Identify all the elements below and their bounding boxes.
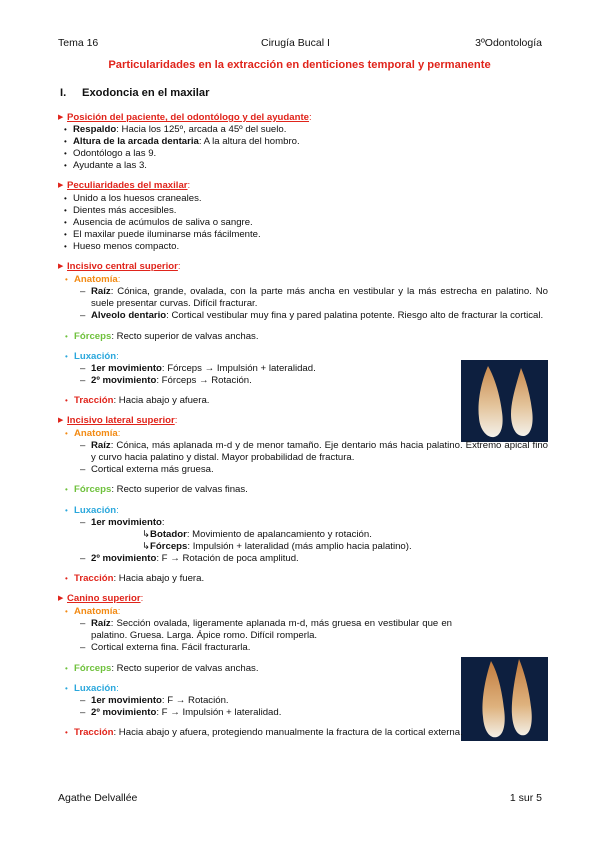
list-item: – 1er movimiento: Fórceps → Impulsión + lateralidad. [80,363,548,375]
luxacion-list-2 [58,553,548,565]
section-label: Exodoncia en el maxilar [82,87,210,99]
luxacion-item: • Luxación: [58,351,548,363]
document-body [58,112,548,747]
block-incisivo-central: ▶ Incisivo central superior: • Anatomía: – Raíz: Cónica, grande, ovalada, con la parte más ancha en vestibular y la más estrecha en palatino. No suele presentar curvas. Difícil fracturar. – Alveolo dentario: Cortical vestibular muy fina y pared palatina potente. Riesgo alto de fracturar la cortical. • Fórceps: Recto superior de valvas anchas. • Luxación: – 1er movimiento: Fórceps → Impulsión + lateralidad. – 2º movimiento: Fórceps → Rotación. • Tracción: Hacia abajo y afuera. [58,261,548,407]
heading-peculiaridades: Peculiaridades del maxilar [67,180,188,192]
triangle-bullet-icon: ▶ [58,416,64,424]
traccion-item: • Tracción: Hacia abajo y afuera, protegiendo manualmente la fractura de la cortical externa. [58,727,548,739]
list-item: • Ausencia de acúmulos de saliva o sangre. [64,217,548,229]
footer-page-number: 1 sur 5 [509,792,542,804]
header-course-name: Cirugía Bucal I [261,37,330,49]
triangle-bullet-icon: ▶ [58,263,64,271]
anatomia-list [58,440,548,476]
heading-incisivo-central: Incisivo central superior [67,261,178,273]
luxacion-list [58,517,548,529]
list-item: • Respaldo: Hacia los 125º, arcada a 45º del suelo. [64,124,548,136]
anatomia-item: • Anatomía: [58,606,548,618]
forceps-item: • Fórceps: Recto superior de valvas anchas. [58,331,548,343]
anatomia-list [58,618,452,654]
posicion-list [58,124,548,172]
list-item: – Raíz: Cónica, más aplanada m-d y de menor tamaño. Eje dentario más hacia palatino. Extremo apical fino y curvo hacia palatino y distal. Mayor probabilidad de fractura. [80,440,548,464]
list-item: • Altura de la arcada dentaria: A la altura del hombro. [64,136,548,148]
triangle-bullet-icon: ▶ [58,114,64,121]
list-item: – Raíz: Sección ovalada, ligeramente aplanada m-d, más gruesa en vestibular que en palatino. Gruesa. Larga. Ápice romo. Difícil romperla. [80,618,452,642]
anatomia-item: • Anatomía: [58,428,548,440]
page-header [58,37,542,51]
section-heading [60,87,209,99]
block-peculiaridades: ▶ Peculiaridades del maxilar: • Unido a los huesos craneales. • Dientes más accesibles. • Ausencia de acúmulos de saliva o sangre. • El maxilar puede iluminarse más fácilmente. • Hueso menos compacto. [58,180,548,253]
section-number: I. [60,87,67,99]
list-item: • Dientes más accesibles. [64,205,548,217]
sub-step-forceps: ↳Fórceps: Impulsión + lateralidad (más amplio hacia palatino). [142,540,412,552]
list-item: • Unido a los huesos craneales. [64,193,548,205]
block-canino: ▶ Canino superior: • Anatomía: – Raíz: Sección ovalada, ligeramente aplanada m-d, más gruesa en vestibular que en palatino. Gruesa. Larga. Ápice romo. Difícil romperla. – Cortical externa fina. Fácil fracturarla. • Fórceps: Recto superior de valvas anchas. • Luxación: – 1er movimiento: F → Rotación. – 2º movimiento: F → Impulsión + lateralidad. • Tracción: Hacia abajo y afuera, protegiendo manualmente la fractura de la cortical externa. [58,593,548,739]
traccion-item: • Tracción: Hacia abajo y fuera. [58,573,548,585]
list-item: – Alveolo dentario: Cortical vestibular muy fina y pared palatina potente. Riesgo alto de fracturar la cortical. [80,310,548,322]
heading-posicion: Posición del paciente, del odontólogo y del ayudante [67,112,310,123]
heading-incisivo-lateral: Incisivo lateral superior [67,414,175,426]
peculiaridades-list [58,193,548,253]
forceps-item: • Fórceps: Recto superior de valvas anchas. [58,663,548,675]
anatomia-list [58,286,548,322]
list-item: – 1er movimiento: F → Rotación. [80,695,548,707]
list-item: – 2º movimiento: F → Impulsión + lateralidad. [80,707,548,719]
luxacion-item: • Luxación: [58,683,548,695]
list-item: – 2º movimiento: F → Rotación de poca amplitud. [80,553,548,565]
triangle-bullet-icon: ▶ [58,595,64,603]
heading-canino: Canino superior [67,593,141,605]
list-item: – Cortical externa fina. Fácil fracturarla. [80,642,452,654]
footer-author: Agathe Delvallée [58,792,138,804]
document-title: Particularidades en la extracción en denticiones temporal y permanente [108,59,491,71]
list-item: – 2º movimiento: Fórceps → Rotación. [80,375,548,387]
triangle-bullet-icon: ▶ [58,182,64,190]
header-course-number: Tema 16 [58,37,99,49]
anatomia-item: • Anatomía: [58,274,548,286]
list-item: • Hueso menos compacto. [64,241,548,253]
list-item: – Cortical externa más gruesa. [80,464,548,476]
block-incisivo-lateral: ▶ Incisivo lateral superior: • Anatomía: – Raíz: Cónica, más aplanada m-d y de menor tamaño. Eje dentario más hacia palatino. Extremo apical fino y curvo hacia palatino y distal. Mayor probabilidad de fractura. – Cortical externa más gruesa. • Fórceps: Recto superior de valvas finas. • Luxación: – 1er movimiento: ↳Botador: Movimiento de apalancamiento y rotación. ↳Fórceps: Impulsión + lateralidad (más amplio hacia palatino). – 2º movimiento: F → Rotación de poca amplitud. • Tracción: Hacia abajo y fuera. [58,415,548,585]
list-item: • Ayudante a las 3. [64,160,548,172]
block-posicion: ▶ Posición del paciente, del odontólogo y del ayudante: • Respaldo: Hacia los 125º, arcada a 45º del suelo. • Altura de la arcada dentaria: A la altura del hombro. • Odontólogo a las 9. • Ayudante a las 3. [58,112,548,172]
sub-step-botador: ↳Botador: Movimiento de apalancamiento y rotación. [142,528,372,540]
luxacion-list [58,363,548,387]
luxacion-item: • Luxación: [58,505,548,517]
list-item: • El maxilar puede iluminarse más fácilmente. [64,229,548,241]
list-item: • Odontólogo a las 9. [64,148,548,160]
luxacion-list [58,695,548,719]
header-year: 3ºOdontología [475,37,542,49]
forceps-item: • Fórceps: Recto superior de valvas finas. [58,484,548,496]
traccion-item: • Tracción: Hacia abajo y afuera. [58,395,548,407]
list-item: – Raíz: Cónica, grande, ovalada, con la parte más ancha en vestibular y la más estrecha en palatino. No suele presentar curvas. Difícil fracturar. [80,286,548,310]
list-item: – 1er movimiento: [80,517,548,529]
